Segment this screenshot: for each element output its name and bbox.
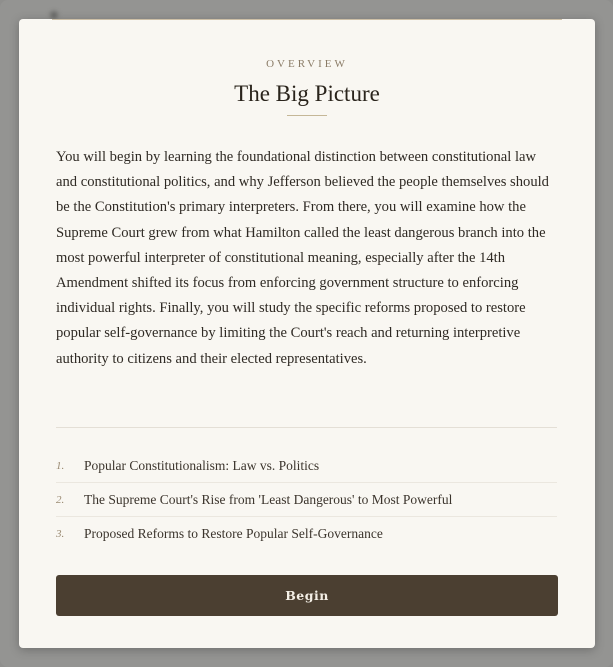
overview-paragraph: You will begin by learning the foundational distinction between constitutional law and constitutional politics, and why Jefferson believed the people themselves should be the Constitution's primary interpreters. From there, you will examine how the Supreme Court grew from what Hamilton called the least dangerous branch into the most powerful interpreter of constitutional meaning, especially after the 14th Amendment shifted its focus from enforcing government structure to enforcing individual rights. Finally, you will study the specific reforms proposed to restore popular self-governance by limiting the Court's reach and returning interpretive authority to citizens and their elected representatives. xyxy=(56,149,549,367)
title-divider xyxy=(287,115,327,116)
lesson-item xyxy=(56,517,557,550)
background-blur-element xyxy=(50,11,58,19)
overview-modal xyxy=(19,19,595,648)
top-accent-line xyxy=(52,19,562,20)
eyebrow-label: OVERVIEW xyxy=(266,58,348,70)
lesson-title: The Supreme Court's Rise from 'Least Dangerous' to Most Powerful xyxy=(84,491,453,507)
lesson-number: 3. xyxy=(56,527,65,540)
begin-button[interactable]: Begin xyxy=(56,575,558,616)
modal-title: The Big Picture xyxy=(234,81,380,106)
lesson-item xyxy=(56,449,557,483)
lesson-title: Popular Constitutionalism: Law vs. Politics xyxy=(84,457,320,473)
lesson-number: 1. xyxy=(56,459,65,472)
lesson-item xyxy=(56,483,557,517)
lesson-number: 2. xyxy=(56,493,65,506)
lesson-title: Proposed Reforms to Restore Popular Self-Governance xyxy=(84,525,383,541)
lesson-list xyxy=(56,449,557,550)
section-divider xyxy=(56,427,557,428)
